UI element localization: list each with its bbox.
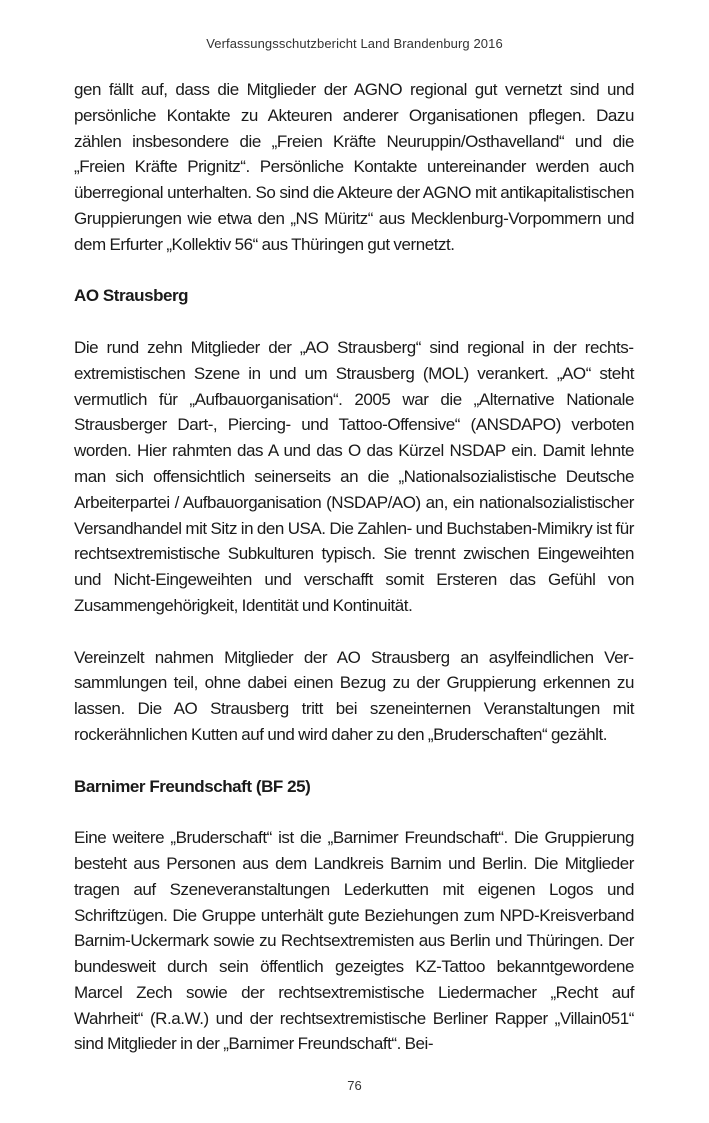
paragraph-spacer	[74, 748, 634, 774]
page-body	[74, 77, 634, 1057]
paragraph-spacer	[74, 619, 634, 645]
paragraph-ao-strausberg-activities: Vereinzelt nahmen Mitglieder der AO Strausberg an asylfeindlichen Versammlungen teil, ohne dabei einen Bezug zu der Gruppierung erkennen zu lassen. Die AO Strausberg tritt bei szeneinternen Veranstaltungen mit rockerähnlichen Kutten auf und wird daher zu den „Bruderschaften“ gezählt.	[74, 647, 634, 744]
paragraph-spacer	[74, 309, 634, 335]
page-number: 76	[347, 1078, 362, 1093]
paragraph-spacer	[74, 799, 634, 825]
section-heading-barnimer-freundschaft: Barnimer Freundschaft (BF 25)	[74, 776, 311, 796]
section-heading-ao-strausberg: AO Strausberg	[74, 286, 189, 306]
paragraph-ao-strausberg-intro: Die rund zehn Mitglieder der „AO Strausberg“ sind regional in der rechtsextremistischen Szene in und um Strausberg (MOL) verankert. „AO“ steht vermutlich für „Aufbauorganisation“. 2005 war die „Alternative Nationale Strausberger Dart-, Piercing- und Tattoo-Offensive“ (ANSDAPO) verboten worden. Hier rahmten das A und das O das Kürzel NSDAP ein. Damit lehnte man sich offensichtlich seinerseits an die „Nationalsozialistische Deutsche Arbeiterpartei / Aufbauorganisation (NSDAP/AO) an, ein nationalsozialistischer Versandhandel mit Sitz in den USA. Die Zahlen- und Buchstaben-Mimikry ist für rechtsextremistische Subkulturen typisch. Sie trennt zwischen Eingeweihten und Nicht-Eingeweihten und verschafft somit Ersteren das Gefühl von Zusammengehörigkeit, Identität und Kontinuität.	[74, 337, 634, 615]
paragraph-barnimer-freundschaft: Eine weitere „Bruderschaft“ ist die „Barnimer Freundschaft“. Die Gruppierung besteht aus Personen aus dem Landkreis Barnim und Berlin. Die Mitglieder tragen auf Szeneveranstaltungen Lederkutten mit eigenen Logos und Schriftzügen. Die Gruppe unterhält gute Beziehungen zum NPD-Kreisverband Barnim-Uckermark sowie zu Rechtsextremisten aus Berlin und Thüringen. Der bundesweit durch sein öffentlich gezeigtes KZ-Tattoo bekanntgewordene Marcel Zech sowie der rechtsextremistische Liedermacher „Recht auf Wahrheit“ (R.a.W.) und der rechtsextremistische Berliner Rapper „Villain051“ sind Mitglieder in der „Barnimer Freundschaft“. Bei-	[74, 828, 634, 1054]
paragraph-agno-network: gen fällt auf, dass die Mitglieder der AGNO regional gut vernetzt sind und persönliche Kontakte zu Akteuren anderer Organisationen pflegen. Dazu zählen insbesondere die „Freien Kräfte Neuruppin/Osthavelland“ und die „Freien Kräfte Prignitz“. Persönliche Kontakte untereinander werden auch überregional unterhalten. So sind die Akteure der AGNO mit antikapitalistischen Gruppierungen wie etwa den „NS Müritz“ aus Mecklenburg-Vorpommern und dem Erfurter „Kollektiv 56“ aus Thüringen gut vernetzt.	[74, 80, 634, 254]
paragraph-spacer	[74, 258, 634, 284]
running-header: Verfassungsschutzbericht Land Brandenburg 2016	[206, 36, 503, 51]
